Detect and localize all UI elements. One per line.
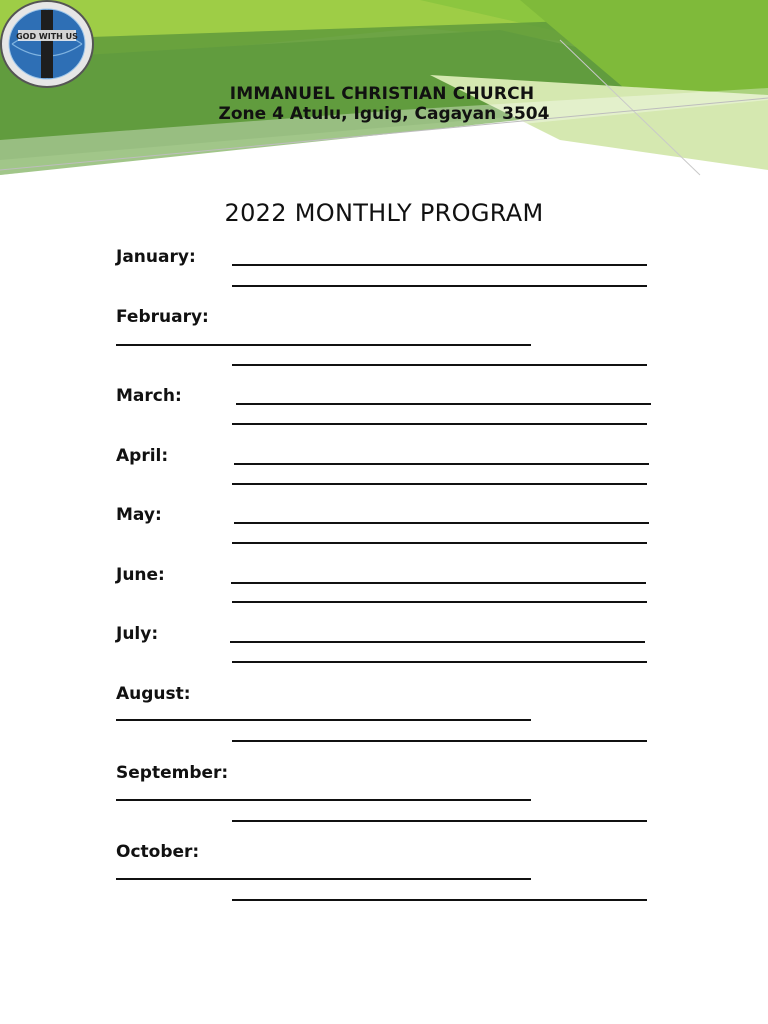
entry-line — [116, 719, 531, 721]
month-label-february: February: — [116, 307, 209, 327]
month-label-september: September: — [116, 763, 229, 783]
entry-line — [232, 820, 647, 822]
entry-line — [232, 264, 647, 266]
month-label-april: April: — [116, 446, 169, 466]
month-label-june: June: — [116, 565, 165, 585]
entry-line — [234, 463, 649, 465]
church-name: IMMANUEL CHRISTIAN CHURCH — [229, 84, 535, 104]
month-label-january: January: — [116, 247, 196, 267]
entry-line — [232, 899, 647, 901]
entry-line — [232, 423, 647, 425]
month-label-july: July: — [116, 624, 159, 644]
church-logo — [0, 0, 94, 88]
entry-line — [232, 661, 647, 663]
month-label-may: May: — [116, 505, 162, 525]
entry-line — [230, 641, 645, 643]
entry-line — [232, 483, 647, 485]
page-title: 2022 MONTHLY PROGRAM — [224, 199, 544, 227]
svg-text:GOD WITH US: GOD WITH US — [16, 32, 78, 41]
entry-line — [232, 601, 647, 603]
entry-line — [116, 344, 531, 346]
entry-line — [232, 285, 647, 287]
church-address: Zone 4 Atulu, Iguig, Cagayan 3504 — [218, 104, 550, 124]
entry-line — [234, 522, 649, 524]
entry-line — [236, 403, 651, 405]
month-label-march: March: — [116, 386, 182, 406]
header-banner — [0, 0, 768, 190]
month-label-august: August: — [116, 684, 191, 704]
entry-line — [116, 799, 531, 801]
entry-line — [232, 542, 647, 544]
entry-line — [232, 364, 647, 366]
entry-line — [116, 878, 531, 880]
entry-line — [232, 740, 647, 742]
month-label-october: October: — [116, 842, 200, 862]
entry-line — [231, 582, 646, 584]
